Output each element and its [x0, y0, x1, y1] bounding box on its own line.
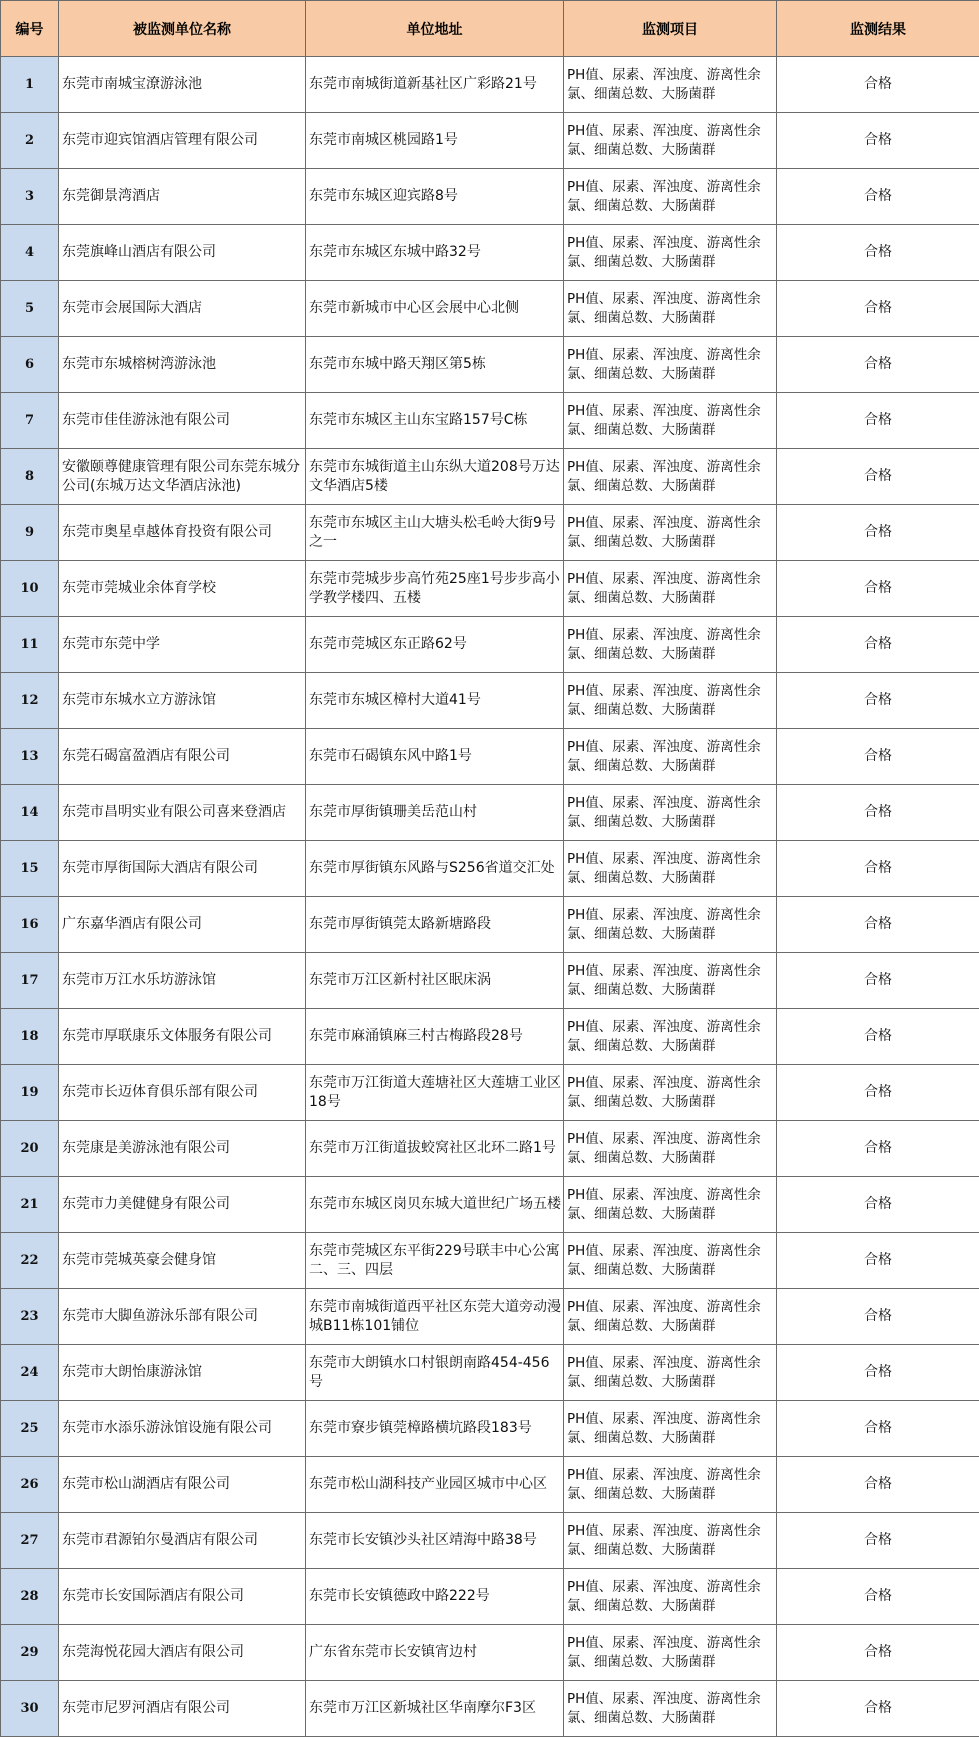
cell-address: 东莞市东城区主山东宝路157号C栋: [306, 393, 564, 449]
cell-result: 合格: [777, 1457, 979, 1513]
cell-unit-name: 东莞市东城榕树湾游泳池: [59, 337, 306, 393]
cell-address: 东莞市东城中路天翔区第5栋: [306, 337, 564, 393]
table-row: [1, 897, 979, 953]
cell-address: 东莞市麻涌镇麻三村古梅路段28号: [306, 1009, 564, 1065]
cell-no: 19: [1, 1065, 59, 1121]
cell-unit-name: 广东嘉华酒店有限公司: [59, 897, 306, 953]
table-body: [1, 57, 979, 1737]
cell-result: 合格: [777, 617, 979, 673]
cell-test-items: PH值、尿素、浑浊度、游离性余氯、细菌总数、大肠菌群: [564, 449, 777, 505]
cell-address: 广东省东莞市长安镇宵边村: [306, 1625, 564, 1681]
cell-test-items: PH值、尿素、浑浊度、游离性余氯、细菌总数、大肠菌群: [564, 1625, 777, 1681]
cell-no: 21: [1, 1177, 59, 1233]
table-row: [1, 617, 979, 673]
cell-test-items: PH值、尿素、浑浊度、游离性余氯、细菌总数、大肠菌群: [564, 281, 777, 337]
cell-unit-name: 东莞海悦花园大酒店有限公司: [59, 1625, 306, 1681]
cell-test-items: PH值、尿素、浑浊度、游离性余氯、细菌总数、大肠菌群: [564, 1681, 777, 1737]
table-row: [1, 1233, 979, 1289]
cell-result: 合格: [777, 169, 979, 225]
cell-address: 东莞市南城街道西平社区东莞大道旁动漫城B11栋101铺位: [306, 1289, 564, 1345]
cell-address: 东莞市南城街道新基社区广彩路21号: [306, 57, 564, 113]
cell-result: 合格: [777, 1065, 979, 1121]
cell-no: 28: [1, 1569, 59, 1625]
cell-no: 9: [1, 505, 59, 561]
cell-unit-name: 东莞康是美游泳池有限公司: [59, 1121, 306, 1177]
cell-address: 东莞市万江区新城社区华南摩尔F3区: [306, 1681, 564, 1737]
cell-unit-name: 东莞市君源铂尔曼酒店有限公司: [59, 1513, 306, 1569]
cell-unit-name: 东莞市大脚鱼游泳乐部有限公司: [59, 1289, 306, 1345]
cell-no: 5: [1, 281, 59, 337]
cell-unit-name: 东莞旗峰山酒店有限公司: [59, 225, 306, 281]
header-address: 单位地址: [306, 1, 564, 57]
cell-result: 合格: [777, 1401, 979, 1457]
cell-address: 东莞市万江街道大莲塘社区大莲塘工业区18号: [306, 1065, 564, 1121]
cell-address: 东莞市莞城步步高竹苑25座1号步步高小学教学楼四、五楼: [306, 561, 564, 617]
cell-unit-name: 东莞市昌明实业有限公司喜来登酒店: [59, 785, 306, 841]
cell-test-items: PH值、尿素、浑浊度、游离性余氯、细菌总数、大肠菌群: [564, 1233, 777, 1289]
cell-no: 30: [1, 1681, 59, 1737]
table-row: [1, 225, 979, 281]
table-row: [1, 337, 979, 393]
table-row: [1, 1513, 979, 1569]
table-row: [1, 785, 979, 841]
header-items: 监测项目: [564, 1, 777, 57]
cell-unit-name: 东莞市佳佳游泳池有限公司: [59, 393, 306, 449]
cell-address: 东莞市厚街镇珊美岳范山村: [306, 785, 564, 841]
cell-result: 合格: [777, 1009, 979, 1065]
cell-result: 合格: [777, 113, 979, 169]
cell-address: 东莞市厚街镇莞太路新塘路段: [306, 897, 564, 953]
cell-test-items: PH值、尿素、浑浊度、游离性余氯、细菌总数、大肠菌群: [564, 673, 777, 729]
cell-address: 东莞市东城区岗贝东城大道世纪广场五楼: [306, 1177, 564, 1233]
header-name: 被监测单位名称: [59, 1, 306, 57]
cell-no: 11: [1, 617, 59, 673]
cell-test-items: PH值、尿素、浑浊度、游离性余氯、细菌总数、大肠菌群: [564, 505, 777, 561]
cell-result: 合格: [777, 281, 979, 337]
cell-result: 合格: [777, 57, 979, 113]
cell-no: 13: [1, 729, 59, 785]
cell-test-items: PH值、尿素、浑浊度、游离性余氯、细菌总数、大肠菌群: [564, 729, 777, 785]
cell-result: 合格: [777, 393, 979, 449]
header-no: 编号: [1, 1, 59, 57]
cell-unit-name: 东莞市莞城业余体育学校: [59, 561, 306, 617]
cell-unit-name: 东莞市万江水乐坊游泳馆: [59, 953, 306, 1009]
cell-address: 东莞市东城区东城中路32号: [306, 225, 564, 281]
table-row: [1, 729, 979, 785]
table-row: [1, 281, 979, 337]
table-row: [1, 673, 979, 729]
cell-no: 15: [1, 841, 59, 897]
cell-no: 22: [1, 1233, 59, 1289]
cell-unit-name: 东莞市长迈体育俱乐部有限公司: [59, 1065, 306, 1121]
cell-test-items: PH值、尿素、浑浊度、游离性余氯、细菌总数、大肠菌群: [564, 1513, 777, 1569]
table-row: [1, 505, 979, 561]
table-row: [1, 561, 979, 617]
cell-test-items: PH值、尿素、浑浊度、游离性余氯、细菌总数、大肠菌群: [564, 1401, 777, 1457]
cell-test-items: PH值、尿素、浑浊度、游离性余氯、细菌总数、大肠菌群: [564, 1121, 777, 1177]
cell-unit-name: 东莞市东莞中学: [59, 617, 306, 673]
cell-unit-name: 东莞市迎宾馆酒店管理有限公司: [59, 113, 306, 169]
cell-result: 合格: [777, 953, 979, 1009]
cell-test-items: PH值、尿素、浑浊度、游离性余氯、细菌总数、大肠菌群: [564, 169, 777, 225]
cell-test-items: PH值、尿素、浑浊度、游离性余氯、细菌总数、大肠菌群: [564, 1177, 777, 1233]
table-row: [1, 953, 979, 1009]
cell-address: 东莞市莞城区东正路62号: [306, 617, 564, 673]
cell-test-items: PH值、尿素、浑浊度、游离性余氯、细菌总数、大肠菌群: [564, 1457, 777, 1513]
cell-test-items: PH值、尿素、浑浊度、游离性余氯、细菌总数、大肠菌群: [564, 1569, 777, 1625]
cell-address: 东莞市寮步镇莞樟路横坑路段183号: [306, 1401, 564, 1457]
cell-address: 东莞市东城区主山大塘头松毛岭大街9号之一: [306, 505, 564, 561]
table-row: [1, 1569, 979, 1625]
cell-unit-name: 东莞市尼罗河酒店有限公司: [59, 1681, 306, 1737]
cell-address: 东莞市长安镇沙头社区靖海中路38号: [306, 1513, 564, 1569]
cell-unit-name: 东莞市莞城英豪会健身馆: [59, 1233, 306, 1289]
cell-result: 合格: [777, 841, 979, 897]
cell-no: 25: [1, 1401, 59, 1457]
cell-result: 合格: [777, 337, 979, 393]
cell-unit-name: 东莞市会展国际大酒店: [59, 281, 306, 337]
table-row: [1, 57, 979, 113]
cell-test-items: PH值、尿素、浑浊度、游离性余氯、细菌总数、大肠菌群: [564, 113, 777, 169]
cell-no: 23: [1, 1289, 59, 1345]
cell-no: 8: [1, 449, 59, 505]
cell-test-items: PH值、尿素、浑浊度、游离性余氯、细菌总数、大肠菌群: [564, 561, 777, 617]
cell-unit-name: 东莞御景湾酒店: [59, 169, 306, 225]
cell-no: 7: [1, 393, 59, 449]
cell-result: 合格: [777, 1681, 979, 1737]
header-row: [1, 1, 979, 57]
cell-no: 20: [1, 1121, 59, 1177]
cell-result: 合格: [777, 1289, 979, 1345]
table-row: [1, 1457, 979, 1513]
cell-no: 24: [1, 1345, 59, 1401]
header-result: 监测结果: [777, 1, 979, 57]
cell-unit-name: 东莞市水添乐游泳馆设施有限公司: [59, 1401, 306, 1457]
cell-address: 东莞市东城区樟村大道41号: [306, 673, 564, 729]
cell-unit-name: 东莞市长安国际酒店有限公司: [59, 1569, 306, 1625]
cell-test-items: PH值、尿素、浑浊度、游离性余氯、细菌总数、大肠菌群: [564, 1009, 777, 1065]
cell-address: 东莞市莞城区东平街229号联丰中心公寓二、三、四层: [306, 1233, 564, 1289]
cell-test-items: PH值、尿素、浑浊度、游离性余氯、细菌总数、大肠菌群: [564, 1345, 777, 1401]
cell-unit-name: 东莞市东城水立方游泳馆: [59, 673, 306, 729]
cell-result: 合格: [777, 561, 979, 617]
cell-test-items: PH值、尿素、浑浊度、游离性余氯、细菌总数、大肠菌群: [564, 617, 777, 673]
table-row: [1, 1289, 979, 1345]
table-row: [1, 1625, 979, 1681]
table-row: [1, 1177, 979, 1233]
table-row: [1, 393, 979, 449]
cell-address: 东莞市东城街道主山东纵大道208号万达文华酒店5楼: [306, 449, 564, 505]
cell-test-items: PH值、尿素、浑浊度、游离性余氯、细菌总数、大肠菌群: [564, 897, 777, 953]
cell-result: 合格: [777, 1177, 979, 1233]
cell-test-items: PH值、尿素、浑浊度、游离性余氯、细菌总数、大肠菌群: [564, 393, 777, 449]
cell-result: 合格: [777, 729, 979, 785]
table-row: [1, 1121, 979, 1177]
cell-no: 10: [1, 561, 59, 617]
cell-result: 合格: [777, 1569, 979, 1625]
cell-address: 东莞市南城区桃园路1号: [306, 113, 564, 169]
cell-address: 东莞市松山湖科技产业园区城市中心区: [306, 1457, 564, 1513]
cell-test-items: PH值、尿素、浑浊度、游离性余氯、细菌总数、大肠菌群: [564, 337, 777, 393]
cell-result: 合格: [777, 1513, 979, 1569]
cell-result: 合格: [777, 1625, 979, 1681]
cell-no: 6: [1, 337, 59, 393]
cell-test-items: PH值、尿素、浑浊度、游离性余氯、细菌总数、大肠菌群: [564, 785, 777, 841]
cell-result: 合格: [777, 449, 979, 505]
cell-address: 东莞市石碣镇东风中路1号: [306, 729, 564, 785]
table-row: [1, 1009, 979, 1065]
cell-unit-name: 安徽颐尊健康管理有限公司东莞东城分公司(东城万达文华酒店泳池): [59, 449, 306, 505]
cell-unit-name: 东莞市力美健健身有限公司: [59, 1177, 306, 1233]
cell-address: 东莞市东城区迎宾路8号: [306, 169, 564, 225]
cell-unit-name: 东莞市厚联康乐文体服务有限公司: [59, 1009, 306, 1065]
cell-address: 东莞市厚街镇东风路与S256省道交汇处: [306, 841, 564, 897]
table-row: [1, 169, 979, 225]
cell-result: 合格: [777, 1121, 979, 1177]
cell-unit-name: 东莞市奥星卓越体育投资有限公司: [59, 505, 306, 561]
cell-result: 合格: [777, 1345, 979, 1401]
table-row: [1, 1345, 979, 1401]
cell-test-items: PH值、尿素、浑浊度、游离性余氯、细菌总数、大肠菌群: [564, 953, 777, 1009]
cell-address: 东莞市长安镇德政中路222号: [306, 1569, 564, 1625]
cell-unit-name: 东莞市松山湖酒店有限公司: [59, 1457, 306, 1513]
cell-unit-name: 东莞市厚街国际大酒店有限公司: [59, 841, 306, 897]
table-row: [1, 1681, 979, 1737]
cell-address: 东莞市万江区新村社区眠床涡: [306, 953, 564, 1009]
cell-result: 合格: [777, 673, 979, 729]
table-row: [1, 113, 979, 169]
cell-no: 16: [1, 897, 59, 953]
cell-address: 东莞市大朗镇水口村银朗南路454-456号: [306, 1345, 564, 1401]
cell-no: 3: [1, 169, 59, 225]
cell-address: 东莞市万江街道拔蛟窝社区北环二路1号: [306, 1121, 564, 1177]
cell-test-items: PH值、尿素、浑浊度、游离性余氯、细菌总数、大肠菌群: [564, 1289, 777, 1345]
table-row: [1, 449, 979, 505]
cell-unit-name: 东莞市大朗怡康游泳馆: [59, 1345, 306, 1401]
cell-no: 27: [1, 1513, 59, 1569]
cell-result: 合格: [777, 225, 979, 281]
cell-address: 东莞市新城市中心区会展中心北侧: [306, 281, 564, 337]
table-row: [1, 1065, 979, 1121]
cell-no: 17: [1, 953, 59, 1009]
cell-result: 合格: [777, 897, 979, 953]
cell-test-items: PH值、尿素、浑浊度、游离性余氯、细菌总数、大肠菌群: [564, 1065, 777, 1121]
cell-result: 合格: [777, 785, 979, 841]
cell-no: 12: [1, 673, 59, 729]
cell-unit-name: 东莞石碣富盈酒店有限公司: [59, 729, 306, 785]
cell-no: 14: [1, 785, 59, 841]
cell-test-items: PH值、尿素、浑浊度、游离性余氯、细菌总数、大肠菌群: [564, 57, 777, 113]
cell-result: 合格: [777, 1233, 979, 1289]
cell-test-items: PH值、尿素、浑浊度、游离性余氯、细菌总数、大肠菌群: [564, 225, 777, 281]
cell-no: 4: [1, 225, 59, 281]
cell-no: 26: [1, 1457, 59, 1513]
table-row: [1, 841, 979, 897]
cell-no: 29: [1, 1625, 59, 1681]
table-row: [1, 1401, 979, 1457]
cell-no: 2: [1, 113, 59, 169]
cell-unit-name: 东莞市南城宝潦游泳池: [59, 57, 306, 113]
cell-no: 18: [1, 1009, 59, 1065]
cell-no: 1: [1, 57, 59, 113]
cell-result: 合格: [777, 505, 979, 561]
cell-test-items: PH值、尿素、浑浊度、游离性余氯、细菌总数、大肠菌群: [564, 841, 777, 897]
